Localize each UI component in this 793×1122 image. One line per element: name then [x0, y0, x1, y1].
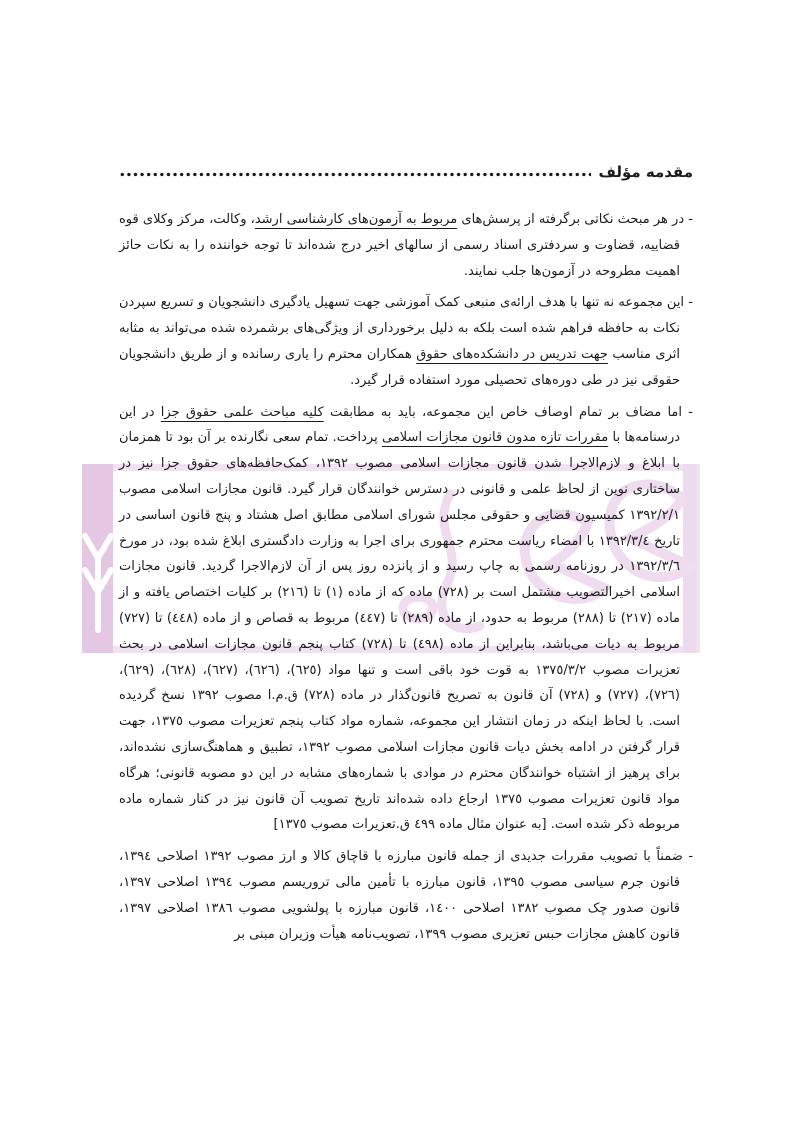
underlined-text: کلیه مباحث علمی حقوق جزا [160, 404, 324, 420]
paragraph-list [119, 207, 693, 947]
bullet-marker: - [682, 404, 693, 420]
watermark-left-bar [82, 464, 113, 653]
text-segment: پرداخت. تمام سعی نگارنده بر آن بود تا همزمان با ابلاغ و لازم‌الاجرا شدن قانون مجازات اسلامی مصوب ١٣٩٢، کمک‌حافظه‌های حقوق جزا نیز در ساختاری نوین از لحاظ علمی و قانونی در دسترس خوانندگان قرار گیرد. قانون مجازات اسلامی مصوب ١٣٩٢/٢/١ کمیسیون قضایی و حقوقی مجلس شورای اسلامی مطابق اصل هشتاد و پنج قانون اساسی در تاریخ ١٣٩٢/٣/٤ با امضاء ریاست محترم جمهوری برای اجرا به وزارت دادگستری ابلاغ شده بود، در مورخ ١٣٩٢/٣/٦ در روزنامه رسمی به چاپ رسید و از پانزده روز پس از آن لازم‌الاجرا گردید. قانون مجازات اسلامی اخیرالتصویب مشتمل است بر (٧٢٨) ماده که از ماده (١) تا (٢١٦) بر کلیات اختصاص یافته و از ماده (٢١٧) تا (٢٨٨) مربوط به حدود، از ماده (٢٨٩) تا (٤٤٧) مربوط به قصاص و از ماده (٤٤٨) تا (٧٢٧) مربوط به دیات می‌باشد، بنابراین از ماده (٤٩٨) تا (٧٢٨) کتاب پنجم قانون مجازات اسلامی در بحث تعزیرات مصوب ١٣٧٥/٣/٢ به قوت خود باقی است و تنها مواد (٦٢٥)، (٦٢٦)، (٦٢٧)، (٦٢٨)، (٦٢٩)، (٧٢٦)، (٧٢٧) و (٧٢٨) آن قانون به تصریح قانون‌گذار در ماده (٧٢٨) ق.م.ا مصوب ١٣٩٢ نسخ گردیده است. با لحاظ اینکه در زمان انتشار این مجموعه، شماره مواد کتاب پنجم تعزیرات مصوب ١٣٧٥، جهت قرار گرفتن در ادامه بخش دیات قانون مجازات اسلامی مصوب ١٣٩٢، تطبیق و هماهنگ‌سازی نشده‌اند، برای پرهیز از اشتباه خوانندگان محترم در موادی با شماره‌های مشابه در این دو مصوبه قانونی؛ هرگاه مواد قانون تعزیرات مصوب ١٣٧٥ ارجاع داده شده‌اند تاریخ تصویب آن قانون نیز در کنار شماره ماده مربوطه ذکر شده است. [به عنوان مثال ماده ٤٩٩ ق.تعزیرات مصوب ١٣٧٥] [119, 430, 681, 833]
dotted-leader [119, 172, 591, 177]
text-segment: ضمناً با تصویب مقررات جدیدی از جمله قانون مبارزه با قاچاق کالا و ارز مصوب ١٣٩٢ اصلاحی ١٣٩٤، قانون جرم سیاسی مصوب ١٣٩٥، قانون مبارزه با تأمین مالی تروریسم مصوب ١٣٩٤ اصلاحی ١٣٩٧، قانون صدور چک مصوب ١٣٨٢ اصلاحی ١٤٠٠، قانون مبارزه با پولشویی مصوب ١٣٨٦ اصلاحی ١٣٩٧، قانون کاهش مجازات حبس تعزیری مصوب ١٣٩٩، تصویب‌نامه هیأت وزیران مبنی بر [119, 849, 683, 942]
text-segment: در هر مبحث نکاتی برگرفته از پرسش‌های [457, 212, 685, 227]
paragraph [119, 207, 693, 284]
section-header [119, 163, 693, 181]
text-column [119, 163, 693, 953]
bullet-marker: - [684, 295, 693, 311]
text-segment: در این درسنامه‌ها با [119, 404, 681, 446]
text-segment: این مجموعه نه تنها با هدف ارائه‌ی منبعی کمک آموزشی جهت تسهیل یادگیری دانشجویان و تسریع سپردن نکات به حافظه فراهم شده است بلکه به دلیل برخورداری از ویژگی‌های برشمرده شده می‌تواند به مثابه اثری مناسب [119, 295, 685, 362]
text-segment: ، وکالت، مرکز وکلای قوه قضاییه، قضاوت و سردفتری اسناد رسمی از سالهای اخیر درج شده‌اند تا توجه خواننده را به نکات حائز اهمیت مطروحه در آزمون‌ها جلب نمایند. [119, 212, 680, 279]
watermark-branch-emblem-icon [85, 536, 111, 630]
underlined-text: جهت تدریس در دانشکده‌های حقوق [416, 346, 608, 362]
underlined-text: مربوط به آزمون‌های کارشناسی ارشد [254, 212, 458, 227]
paragraph [119, 400, 693, 839]
page-title: مقدمه مؤلف [598, 163, 693, 181]
paragraph [119, 844, 693, 947]
text-segment: همکاران محترم را یاری رسانده و از طریق دانشجویان حقوقی نیز در طی دوره‌های تحصیلی مورد استفاده قرار گیرد. [119, 346, 680, 388]
bullet-marker: - [684, 212, 693, 227]
paragraph [119, 290, 693, 393]
underlined-text: مقررات تازه مدون قانون مجازات اسلامی [382, 430, 609, 446]
text-segment: اما مضاف بر تمام اوصاف خاص این مجموعه، باید به مطابقت [323, 404, 682, 420]
bullet-marker: - [682, 849, 694, 865]
